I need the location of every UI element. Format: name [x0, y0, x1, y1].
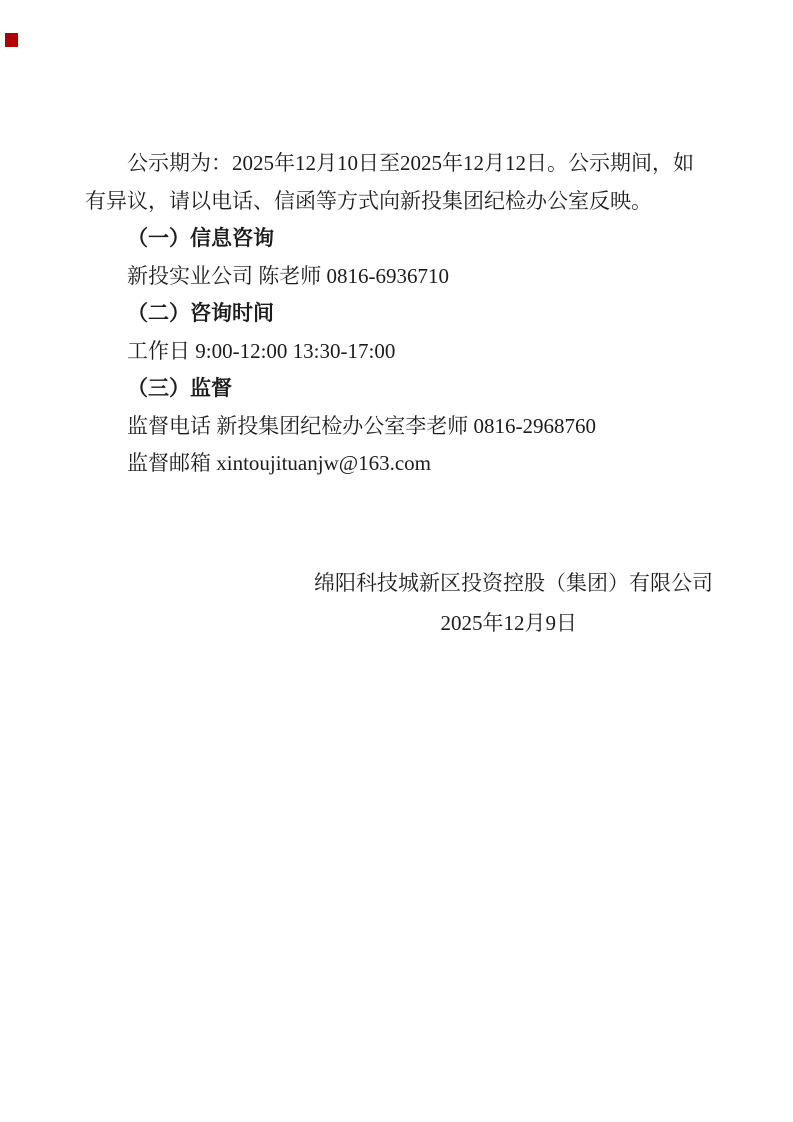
signature-block — [85, 563, 713, 643]
intro-paragraph-line-2: 有异议，请以电话、信函等方式向新投集团纪检办公室反映。 — [85, 188, 652, 213]
section-body-info-consult: 新投实业公司 陈老师 0816-6936710 — [127, 263, 449, 288]
section-heading-info-consult: （一）信息咨询 — [127, 226, 274, 250]
section-heading-consult-time: （二）咨询时间 — [127, 301, 274, 325]
section-heading-supervision: （三）监督 — [127, 376, 232, 400]
section-body-supervision-phone: 监督电话 新投集团纪检办公室李老师 0816-2968760 — [127, 413, 596, 438]
section-body-supervision-email: 监督邮箱 xintoujituanjw@163.com — [127, 451, 431, 475]
notice-body — [85, 145, 713, 643]
signature-company-name: 绵阳科技城新区投资控股（集团）有限公司 — [314, 570, 713, 595]
intro-paragraph-line-1: 公示期为：2025年12月10日至2025年12月12日。公示期间，如 — [127, 151, 694, 175]
red-marker-icon — [5, 33, 18, 47]
section-body-consult-time: 工作日 9:00-12:00 13:30-17:00 — [127, 338, 396, 363]
signature-date: 2025年12月9日 — [440, 610, 577, 635]
